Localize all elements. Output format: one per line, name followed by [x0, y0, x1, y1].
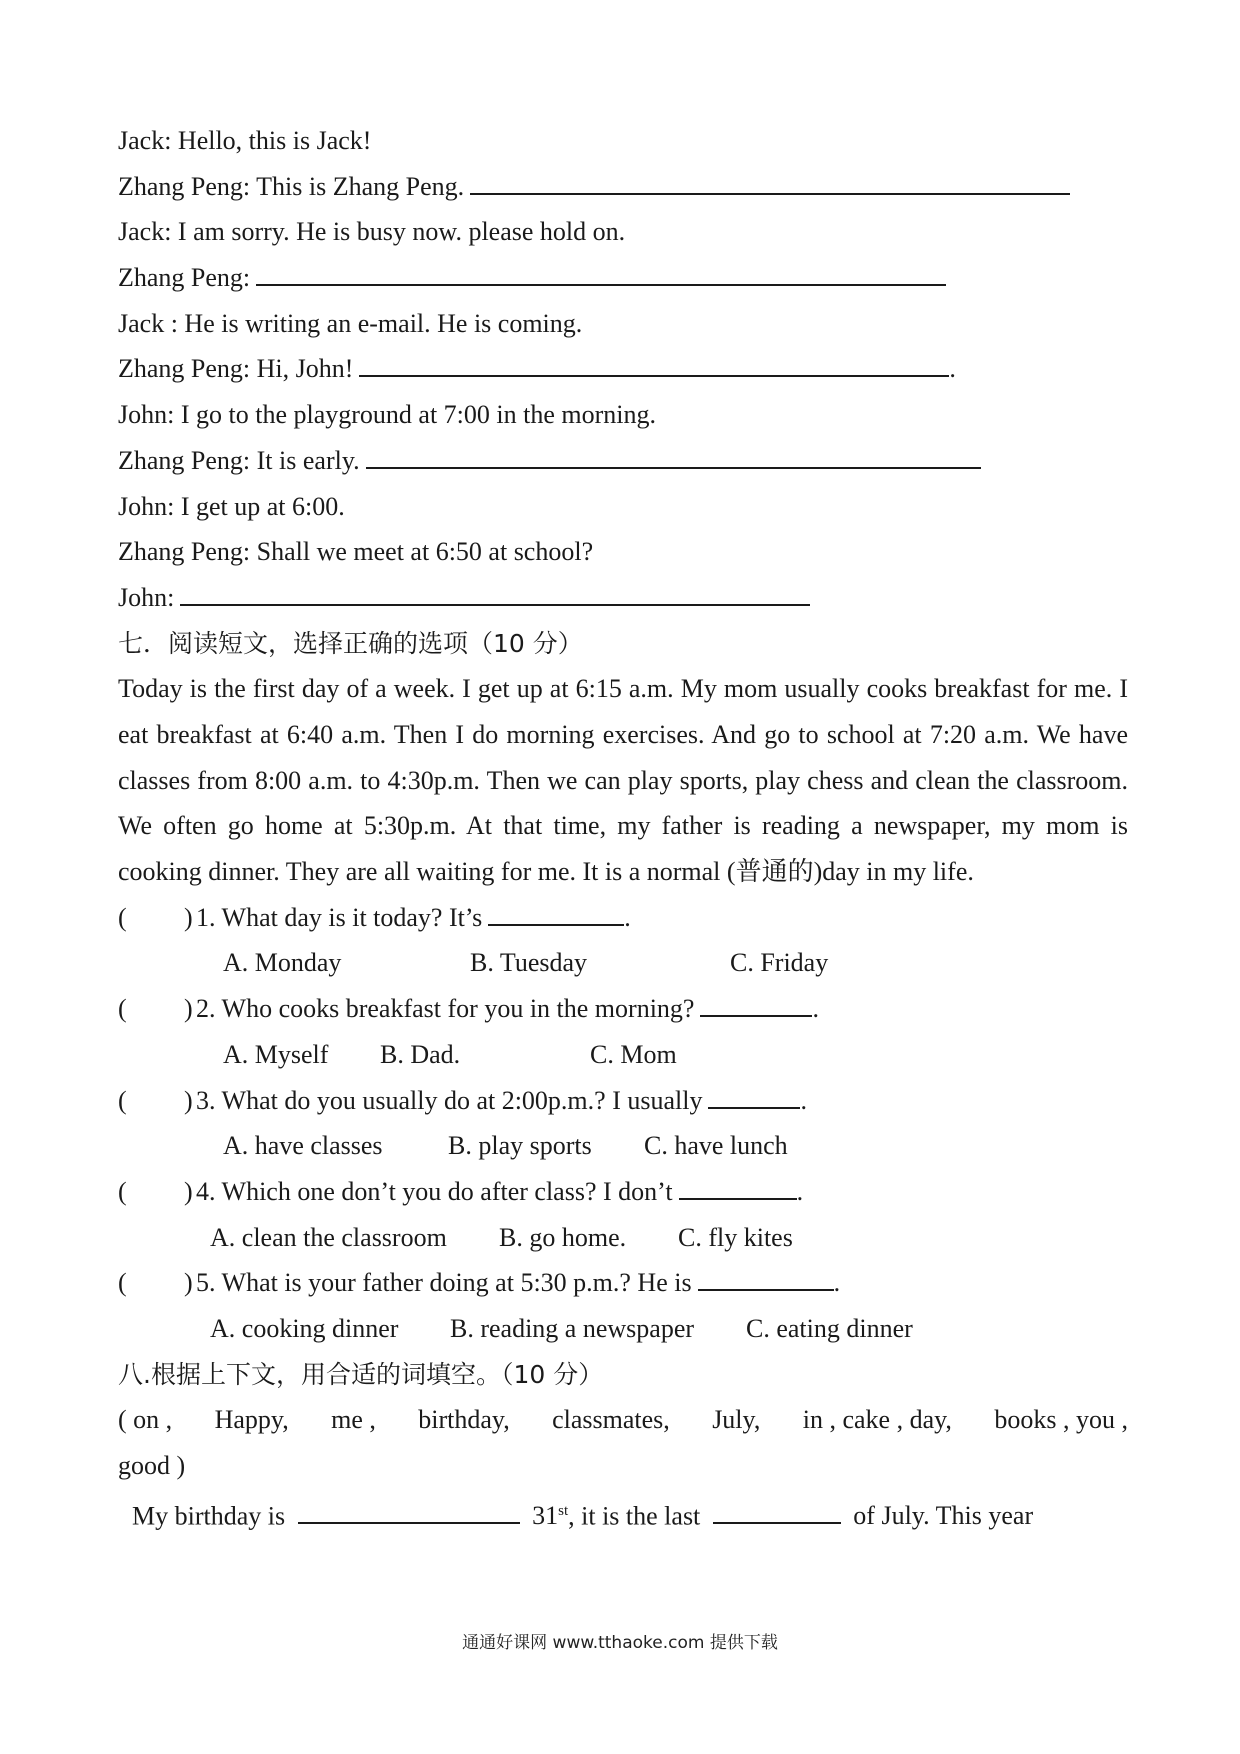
word-bank-item: classmates,: [552, 1405, 670, 1435]
dialogue-line: [118, 529, 1128, 575]
answer-paren-close: ): [184, 1268, 193, 1298]
option-b: B. go home.: [499, 1222, 627, 1252]
question-text: 3. What do you usually do at 2:00p.m.? I usually: [196, 1085, 703, 1115]
question-text-wrap: [196, 1260, 840, 1306]
dialogue-line: [118, 392, 1128, 438]
question-text: 1. What day is it today? It’s: [196, 902, 483, 932]
dialogue-text: Zhang Peng: Shall we meet at 6:50 at school?: [118, 537, 594, 567]
dialogue-text: John:: [118, 582, 175, 612]
option-c: C. have lunch: [644, 1131, 788, 1161]
option-a: A. Myself: [223, 1039, 329, 1069]
question-end-punctuation: .: [624, 902, 631, 932]
section-7-heading: 七．阅读短文，选择正确的选项（10 分）: [118, 628, 583, 658]
question-text: 5. What is your father doing at 5:30 p.m.? He is: [196, 1268, 692, 1298]
word-bank-item: ( on ,: [118, 1405, 173, 1435]
dialogue-text: Zhang Peng: This is Zhang Peng.: [118, 171, 465, 201]
option-b: B. Tuesday: [470, 948, 588, 978]
answer-blank[interactable]: [488, 902, 624, 926]
dialogue-line: [118, 209, 1128, 255]
option-a: A. have classes: [223, 1131, 383, 1161]
question-text-wrap: [196, 986, 819, 1032]
answer-blank[interactable]: [700, 993, 812, 1017]
sentence-end: of July. This year: [853, 1501, 1034, 1531]
footer-watermark: 通通好课网 www.tthaoke.com 提供下载: [462, 1633, 778, 1653]
fill-sentence: [118, 1489, 1128, 1535]
word-bank-item: July,: [712, 1405, 761, 1435]
option-c: C. Mom: [590, 1039, 677, 1069]
answer-paren-open: (: [118, 1085, 127, 1115]
sentence-middle: , it is the last: [568, 1501, 701, 1531]
ordinal-suffix: st: [558, 1502, 569, 1519]
answer-blank[interactable]: [298, 1500, 520, 1524]
option-a: A. clean the classroom: [210, 1222, 447, 1252]
question-3: [118, 1078, 1128, 1124]
dialogue-text: Zhang Peng:: [118, 263, 251, 293]
question-list: [118, 895, 1128, 1352]
word-bank-row-2: good ): [118, 1451, 186, 1481]
answer-blank[interactable]: [366, 445, 981, 469]
worksheet-page: [118, 118, 1128, 1534]
question-text: 2. Who cooks breakfast for you in the morning?: [196, 994, 695, 1024]
option-b: B. reading a newspaper: [450, 1313, 695, 1343]
word-bank-row: [118, 1397, 1128, 1443]
dialogue-line: [118, 484, 1128, 530]
answer-paren-open: (: [118, 1268, 127, 1298]
option-b: B. play sports: [448, 1131, 592, 1161]
dialogue-line: [118, 301, 1128, 347]
answer-blank[interactable]: [698, 1267, 834, 1291]
option-a: A. Monday: [223, 948, 342, 978]
option-c: C. eating dinner: [746, 1313, 913, 1343]
dialogue-text: John: I go to the playground at 7:00 in the morning.: [118, 400, 656, 430]
question-options: [118, 1032, 1128, 1078]
answer-paren-open: (: [118, 994, 127, 1024]
sentence-number: 31: [532, 1501, 559, 1531]
question-text: 4. Which one don’t you do after class? I don’t: [196, 1176, 673, 1206]
section-8-heading: 八.根据上下文，用合适的词填空。（10 分）: [118, 1359, 604, 1389]
answer-paren-close: ): [184, 902, 193, 932]
answer-paren-open: (: [118, 902, 127, 932]
word-bank-item: birthday,: [418, 1405, 510, 1435]
answer-blank[interactable]: [713, 1500, 841, 1524]
dialogue-text: John: I get up at 6:00.: [118, 491, 345, 521]
question-options: [118, 1215, 1128, 1261]
option-a: A. cooking dinner: [210, 1313, 399, 1343]
dialogue-text: Jack: I am sorry. He is busy now. please hold on.: [118, 217, 626, 247]
answer-paren-close: ): [184, 1085, 193, 1115]
answer-blank[interactable]: [470, 171, 1070, 195]
dialogue-section: [118, 118, 1128, 621]
dialogue-line: [118, 255, 1128, 301]
answer-blank[interactable]: [708, 1085, 800, 1109]
question-end-punctuation: .: [800, 1085, 807, 1115]
question-text-wrap: [196, 1169, 803, 1215]
reading-passage: Today is the first day of a week. I get up at 6:15 a.m. My mom usually cooks breakfast for me. I eat breakfast at 6:40 a.m. Then I do morning exercises. And go to school at 7:20 a.m. We have classes from 8:00 a.m. to 4:30p.m. Then we can play sports, play chess and clean the classroom. We often go home at 5:30p.m. At that time, my father is reading a newspaper, my mom is cooking dinner. They are all waiting for me. It is a normal (普通的)day in my life.: [118, 674, 1128, 887]
question-end-punctuation: .: [812, 994, 819, 1024]
dialogue-line: [118, 164, 1128, 210]
dialogue-line: [118, 438, 1128, 484]
answer-blank[interactable]: [359, 353, 949, 377]
dialogue-line: [118, 575, 1128, 621]
question-4: [118, 1169, 1128, 1215]
question-5: [118, 1260, 1128, 1306]
word-bank-item: in , cake , day,: [802, 1405, 952, 1435]
answer-paren-close: ): [184, 1176, 193, 1206]
dialogue-line: [118, 346, 1128, 392]
option-c: C. Friday: [730, 948, 829, 978]
answer-paren-close: ): [184, 994, 193, 1024]
option-c: C. fly kites: [678, 1222, 793, 1252]
question-options: [118, 1306, 1128, 1352]
word-bank-item: books , you ,: [994, 1405, 1128, 1435]
question-1: [118, 895, 1128, 941]
question-end-punctuation: .: [796, 1176, 804, 1206]
question-2: [118, 986, 1128, 1032]
question-options: [118, 1123, 1128, 1169]
sentence-start: My birthday is: [132, 1501, 286, 1531]
answer-blank[interactable]: [679, 1176, 797, 1200]
word-bank-item: Happy,: [214, 1405, 289, 1435]
dialogue-text: Jack: Hello, this is Jack!: [118, 126, 372, 155]
answer-paren-open: (: [118, 1176, 127, 1206]
word-bank: [118, 1397, 1128, 1488]
option-b: B. Dad.: [380, 1039, 461, 1069]
question-end-punctuation: .: [833, 1268, 841, 1298]
question-text-wrap: [196, 1078, 807, 1124]
question-text-wrap: [196, 895, 631, 941]
answer-blank[interactable]: [180, 582, 810, 606]
answer-blank[interactable]: [256, 262, 946, 286]
dialogue-line: [118, 118, 1128, 164]
dialogue-text: Zhang Peng: It is early.: [118, 445, 360, 475]
line-end-punctuation: .: [949, 354, 956, 384]
question-options: [118, 940, 1128, 986]
dialogue-text: Zhang Peng: Hi, John!: [118, 354, 354, 384]
dialogue-text: Jack : He is writing an e-mail. He is coming.: [118, 308, 583, 338]
word-bank-item: me ,: [331, 1405, 376, 1435]
